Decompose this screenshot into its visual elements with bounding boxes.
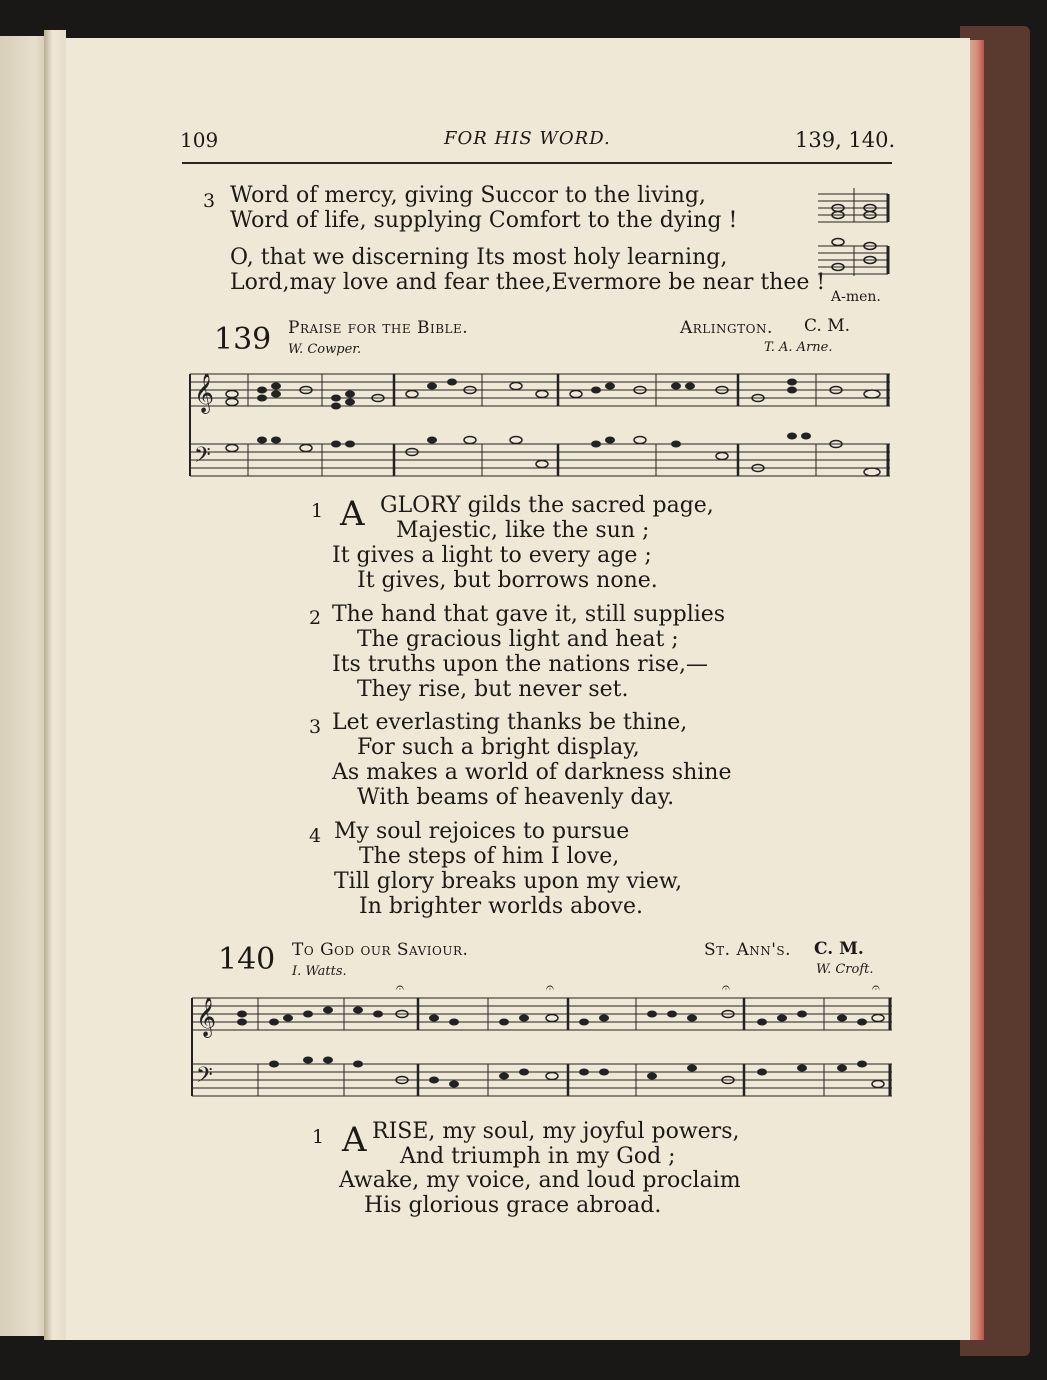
- svg-text:𝄢: 𝄢: [194, 443, 211, 473]
- verse-line: For such a bright display,: [357, 735, 640, 760]
- hymn-title: To God our Saviour.: [292, 940, 469, 960]
- svg-text:𝄞: 𝄞: [194, 373, 215, 413]
- hymn-number: 140: [218, 942, 276, 977]
- svg-text:𝄐: 𝄐: [722, 980, 730, 996]
- verse-line: And triumph in my God ;: [400, 1144, 676, 1169]
- verse-line: It gives a light to every age ;: [332, 543, 652, 568]
- amen-label: A-men.: [831, 289, 881, 305]
- verse-line: Lord,may love and fear thee,Evermore be near thee !: [230, 270, 826, 295]
- composer: W. Croft.: [816, 962, 874, 977]
- hymn-title: Praise for the Bible.: [288, 318, 469, 338]
- svg-text:𝄐: 𝄐: [872, 980, 880, 996]
- hymn-139-score: [186, 360, 894, 486]
- hymn-140-score: [188, 980, 896, 1104]
- verse-line: The gracious light and heat ;: [357, 627, 679, 652]
- stanza-number: 3: [309, 716, 322, 738]
- svg-text:𝄐: 𝄐: [546, 980, 554, 996]
- stanza-number: 2: [309, 607, 322, 629]
- verse-line: RISE, my soul, my joyful powers,: [372, 1119, 740, 1144]
- tune-name: Arlington.: [680, 318, 773, 338]
- header-rule: [182, 162, 892, 164]
- meter: C. M.: [804, 316, 851, 336]
- stanza-number: 4: [309, 825, 322, 847]
- verse-line: O, that we discerning Its most holy learning,: [230, 245, 728, 270]
- stanza-number: 3: [203, 190, 216, 212]
- verse-line: Its truths upon the nations rise,—: [332, 652, 709, 677]
- meter: C. M.: [814, 939, 864, 959]
- running-title: FOR HIS WORD.: [444, 128, 611, 149]
- page-number: 109: [180, 128, 219, 152]
- verse-line: Word of life, supplying Comfort to the dying !: [230, 208, 738, 233]
- svg-text:𝄞: 𝄞: [196, 997, 217, 1037]
- drop-cap: A: [340, 494, 365, 534]
- author: I. Watts.: [292, 964, 347, 979]
- verse-line: Word of mercy, giving Succor to the living,: [230, 183, 706, 208]
- verse-line: Let everlasting thanks be thine,: [332, 710, 688, 735]
- verse-line: With beams of heavenly day.: [357, 785, 675, 810]
- verse-line: In brighter worlds above.: [359, 894, 643, 919]
- verse-line: His glorious grace abroad.: [364, 1193, 662, 1218]
- hymn-range: 139, 140.: [795, 128, 896, 152]
- author: W. Cowper.: [288, 342, 362, 357]
- verse-line: Awake, my voice, and loud proclaim: [339, 1168, 741, 1193]
- verse-line: The steps of him I love,: [359, 844, 620, 869]
- tune-name: St. Ann's.: [704, 940, 792, 960]
- facing-page-edge: [0, 36, 50, 1336]
- verse-line: GLORY gilds the sacred page,: [380, 493, 714, 518]
- hymn-number: 139: [214, 322, 272, 357]
- verse-line: Till glory breaks upon my view,: [334, 869, 683, 894]
- verse-line: It gives, but borrows none.: [357, 568, 658, 593]
- svg-text:𝄢: 𝄢: [196, 1063, 213, 1093]
- stanza-number: 1: [311, 500, 324, 522]
- verse-line: As makes a world of darkness shine: [332, 760, 732, 785]
- book-gutter: [44, 30, 66, 1340]
- svg-text:𝄐: 𝄐: [396, 980, 404, 996]
- verse-line: My soul rejoices to pursue: [334, 819, 630, 844]
- amen-score: [818, 186, 894, 286]
- composer: T. A. Arne.: [764, 340, 833, 355]
- drop-cap: A: [342, 1120, 367, 1160]
- verse-line: The hand that gave it, still supplies: [332, 602, 726, 627]
- verse-line: They rise, but never set.: [357, 677, 629, 702]
- stanza-number: 1: [312, 1126, 325, 1148]
- verse-line: Majestic, like the sun ;: [396, 518, 650, 543]
